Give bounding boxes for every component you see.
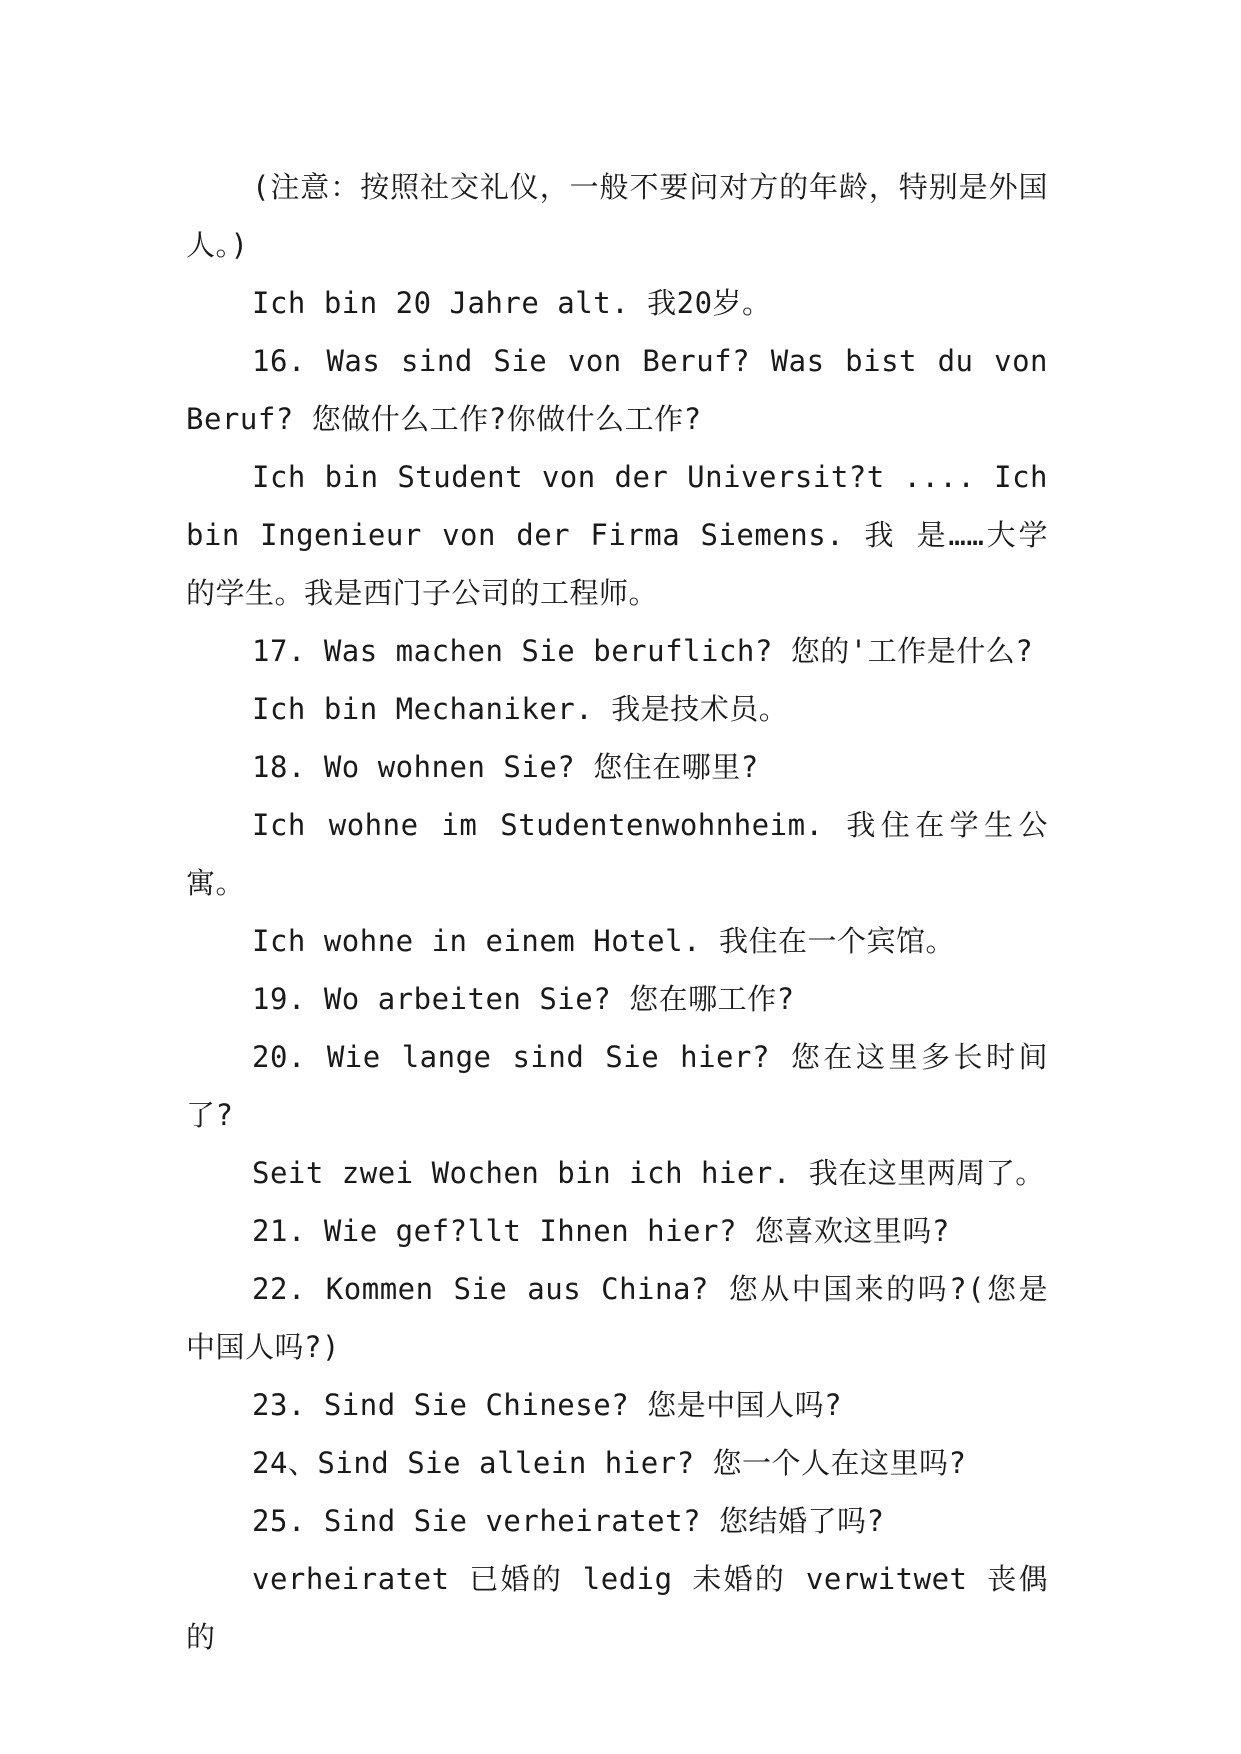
document-body: [186, 158, 1048, 1666]
paragraph-answer-18-dorm: Ich wohne im Studentenwohnheim. 我住在学生公寓。: [186, 808, 1048, 900]
paragraph-question-24: 24、Sind Sie allein hier? 您一个人在这里吗?: [252, 1446, 967, 1480]
paragraph-question-18: 18. Wo wohnen Sie? 您住在哪里?: [252, 750, 759, 784]
paragraph-age-answer: Ich bin 20 Jahre alt. 我20岁。: [252, 286, 772, 320]
paragraph-question-21: 21. Wie gef?llt Ihnen hier? 您喜欢这里吗?: [252, 1214, 950, 1248]
paragraph-question-20: 20. Wie lange sind Sie hier? 您在这里多长时间了?: [186, 1040, 1048, 1132]
paragraph-question-22: 22. Kommen Sie aus China? 您从中国来的吗?(您是中国人吗?): [186, 1272, 1048, 1364]
paragraph-answer-18-hotel: Ich wohne in einem Hotel. 我住在一个宾馆。: [252, 924, 955, 958]
paragraph-question-23: 23. Sind Sie Chinese? 您是中国人吗?: [252, 1388, 843, 1422]
paragraph-marital-vocabulary: verheiratet 已婚的 ledig 未婚的 verwitwet 丧偶的: [186, 1562, 1048, 1654]
paragraph-question-19: 19. Wo arbeiten Sie? 您在哪工作?: [252, 982, 795, 1016]
paragraph-question-16: 16. Was sind Sie von Beruf? Was bist du von Beruf? 您做什么工作?你做什么工作?: [186, 344, 1048, 436]
paragraph-answer-20: Seit zwei Wochen bin ich hier. 我在这里两周了。: [252, 1156, 1045, 1190]
paragraph-question-17: 17. Was machen Sie beruflich? 您的'工作是什么?: [252, 634, 1034, 668]
paragraph-answer-17: Ich bin Mechaniker. 我是技术员。: [252, 692, 789, 726]
paragraph-question-25: 25. Sind Sie verheiratet? 您结婚了吗?: [252, 1504, 885, 1538]
paragraph-answer-16: Ich bin Student von der Universit?t .... Ich bin Ingenieur von der Firma Siemens. 我 是……大学的学生。我是西门子公司的工程师。: [186, 460, 1048, 610]
paragraph-age-note: (注意：按照社交礼仪，一般不要问对方的年龄，特别是外国人。): [186, 170, 1048, 262]
